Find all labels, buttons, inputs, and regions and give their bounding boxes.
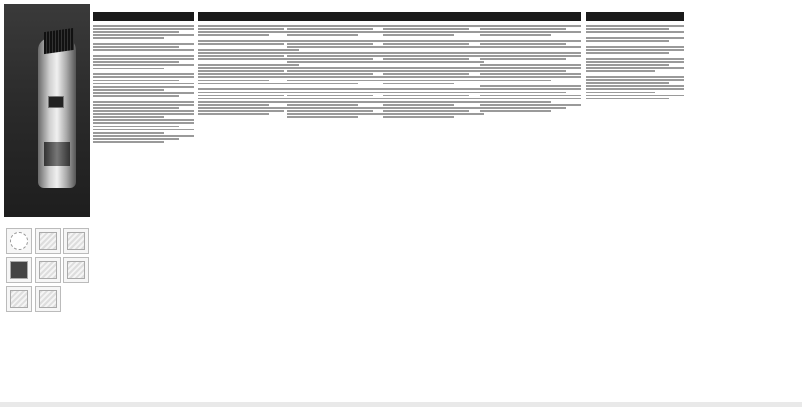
figure-1	[6, 228, 32, 254]
language-header	[480, 12, 581, 21]
cover-panel	[4, 4, 90, 217]
language-header	[287, 12, 388, 21]
language-header	[93, 12, 194, 21]
figure-6	[63, 257, 89, 283]
grip-band-image	[44, 142, 70, 166]
comb-guide-image	[44, 28, 74, 54]
figure-2	[35, 228, 61, 254]
beard-trimmer-image	[38, 38, 76, 188]
display-image	[48, 96, 64, 108]
column-italiano	[480, 12, 581, 113]
figure-5	[35, 257, 61, 283]
figure-7	[6, 286, 32, 312]
language-header	[383, 12, 484, 21]
company-address	[4, 325, 90, 331]
figure-4	[6, 257, 32, 283]
column-espanol	[586, 12, 684, 101]
brand-logo	[6, 44, 30, 179]
figure-8	[35, 286, 61, 312]
language-header	[586, 12, 684, 21]
column-english	[198, 12, 299, 116]
column-nederlands	[383, 12, 484, 119]
column-francais	[93, 12, 194, 144]
figure-3	[63, 228, 89, 254]
language-header	[198, 12, 299, 21]
column-deutsch	[287, 12, 388, 119]
